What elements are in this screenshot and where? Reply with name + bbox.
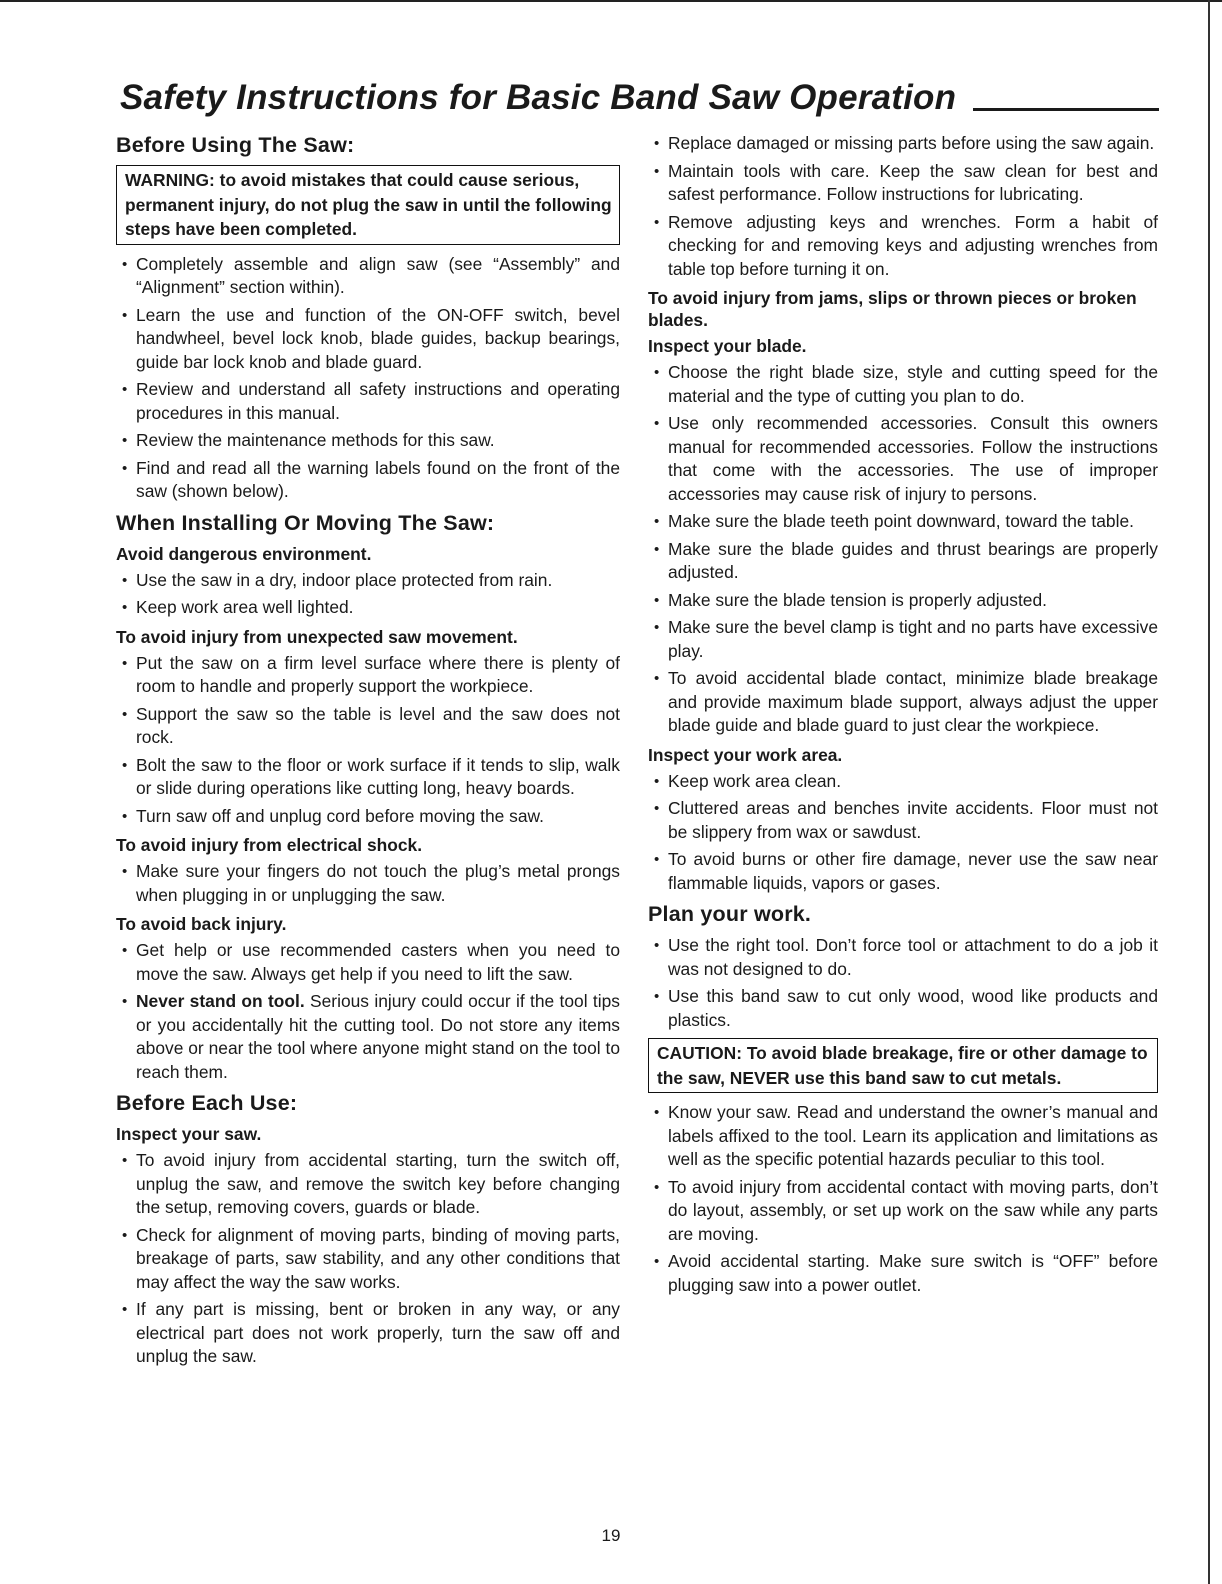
movement-list bbox=[116, 652, 620, 829]
never-stand-text: Serious injury could occur if the tool tips or you accidentally hit the cutting tool. Do not store any items above or near the tool where anyone might stand on the tool to reach them. bbox=[136, 991, 620, 1082]
list-item: • Review and understand all safety instructions and operating procedures in this manual. bbox=[116, 378, 620, 425]
inspect-saw-list bbox=[116, 1149, 620, 1369]
before-using-heading: Before Using The Saw: bbox=[116, 133, 355, 157]
inspect-blade-list bbox=[648, 361, 1158, 738]
list-item: • Make sure the blade guides and thrust bearings are properly adjusted. bbox=[648, 538, 1158, 585]
back-injury-list bbox=[116, 939, 620, 1084]
before-each-use-heading: Before Each Use: bbox=[116, 1091, 298, 1115]
list-item: • Completely assemble and align saw (see “Assembly” and “Alignment” section within). bbox=[116, 253, 620, 300]
movement-subheading: To avoid injury from unexpected saw movement. bbox=[116, 626, 518, 647]
list-item: • Get help or use recommended casters when you need to move the saw. Always get help if you need to lift the saw. bbox=[116, 939, 620, 986]
environment-subheading: Avoid dangerous environment. bbox=[116, 543, 372, 564]
never-stand-item bbox=[116, 990, 620, 1084]
never-stand-lead: Never stand on tool. bbox=[136, 991, 305, 1011]
right-column bbox=[648, 132, 1158, 1303]
inspect-saw-subheading: Inspect your saw. bbox=[116, 1124, 262, 1144]
list-item: • Remove adjusting keys and wrenches. Form a habit of checking for and removing keys and adjusting wrenches from table top before turning it on. bbox=[648, 211, 1158, 282]
list-item: • Make sure your fingers do not touch the plug’s metal prongs when plugging in or unplugging the saw. bbox=[116, 860, 620, 907]
environment-list bbox=[116, 569, 620, 620]
inspect-work-area-subheading: Inspect your work area. bbox=[648, 744, 843, 765]
page-top-border bbox=[0, 0, 1222, 2]
installing-heading: When Installing Or Moving The Saw: bbox=[116, 510, 495, 535]
back-injury-subheading: To avoid back injury. bbox=[116, 914, 287, 934]
list-item: • Know your saw. Read and understand the owner’s manual and labels affixed to the tool. Learn its application and limitations as well as the specific potential hazards peculiar to this tool. bbox=[648, 1101, 1158, 1172]
list-item: • Avoid accidental starting. Make sure switch is “OFF” before plugging saw into a power outlet. bbox=[648, 1250, 1158, 1297]
list-item: • Use the right tool. Don’t force tool or attachment to do a job it was not designed to do. bbox=[648, 934, 1158, 981]
list-item: • Replace damaged or missing parts before using the saw again. bbox=[648, 132, 1158, 156]
list-item: • Support the saw so the table is level and the saw does not rock. bbox=[116, 703, 620, 750]
list-item: • Check for alignment of moving parts, binding of moving parts, breakage of parts, saw stability, and any other conditions that may affect the way the saw works. bbox=[116, 1224, 620, 1295]
list-item: • Keep work area well lighted. bbox=[116, 596, 620, 620]
list-item: • If any part is missing, bent or broken in any way, or any electrical part does not work properly, turn the saw off and unplug the saw. bbox=[116, 1298, 620, 1369]
list-item: • To avoid accidental blade contact, minimize blade breakage and provide maximum blade support, always adjust the upper blade guide and blade guard to just clear the workpiece. bbox=[648, 667, 1158, 738]
list-item: • Put the saw on a firm level surface where there is plenty of room to handle and properly support the workpiece. bbox=[116, 652, 620, 699]
list-item: • Cluttered areas and benches invite accidents. Floor must not be slippery from wax or sawdust. bbox=[648, 797, 1158, 844]
list-item: • To avoid injury from accidental contact with moving parts, don’t do layout, assembly, or set up work on the saw while any parts are moving. bbox=[648, 1176, 1158, 1247]
page-title: Safety Instructions for Basic Band Saw Operation bbox=[120, 78, 957, 117]
list-item: • Bolt the saw to the floor or work surface if it tends to slip, walk or slide during operations like cutting long, heavy boards. bbox=[116, 754, 620, 801]
plan-work-list-continued bbox=[648, 1101, 1158, 1297]
list-item: • To avoid injury from accidental starting, turn the switch off, unplug the saw, and remove the switch key before changing the setup, removing covers, guards or blade. bbox=[116, 1149, 620, 1220]
list-item: • Make sure the bevel clamp is tight and no parts have excessive play. bbox=[648, 616, 1158, 663]
title-rule bbox=[973, 108, 1159, 111]
list-item: • Turn saw off and unplug cord before moving the saw. bbox=[116, 805, 620, 829]
work-area-list bbox=[648, 770, 1158, 896]
page-right-border bbox=[1208, 0, 1210, 1584]
jams-subheading: To avoid injury from jams, slips or thrown pieces or broken blades. bbox=[648, 288, 1137, 330]
electrical-subheading: To avoid injury from electrical shock. bbox=[116, 835, 423, 855]
list-item: • Learn the use and function of the ON-OFF switch, bevel handwheel, bevel lock knob, blade guides, backup bearings, guide bar lock knob and blade guard. bbox=[116, 304, 620, 375]
plan-work-heading: Plan your work. bbox=[648, 902, 812, 926]
list-item: • Use only recommended accessories. Consult this owners manual for recommended accessories. Follow the instructions that come with the accessories. The use of improper accessories may cause risk of injury to persons. bbox=[648, 412, 1158, 506]
electrical-list bbox=[116, 860, 620, 907]
left-column bbox=[116, 132, 620, 1375]
intro-list bbox=[648, 132, 1158, 281]
list-item: • Make sure the blade teeth point downward, toward the table. bbox=[648, 510, 1158, 534]
warning-box: WARNING: to avoid mistakes that could cause serious, permanent injury, do not plug the saw in until the following steps have been completed. bbox=[116, 165, 620, 245]
list-item: • Use this band saw to cut only wood, wood like products and plastics. bbox=[648, 985, 1158, 1032]
list-item: • To avoid burns or other fire damage, never use the saw near flammable liquids, vapors or gases. bbox=[648, 848, 1158, 895]
list-item: • Choose the right blade size, style and cutting speed for the material and the type of cutting you plan to do. bbox=[648, 361, 1158, 408]
plan-work-list bbox=[648, 934, 1158, 1032]
list-item: • Maintain tools with care. Keep the saw clean for best and safest performance. Follow instructions for lubricating. bbox=[648, 160, 1158, 207]
page-number: 19 bbox=[601, 1526, 621, 1545]
caution-box: CAUTION: To avoid blade breakage, fire or other damage to the saw, NEVER use this band saw to cut metals. bbox=[648, 1038, 1158, 1093]
list-item: • Keep work area clean. bbox=[648, 770, 1158, 794]
list-item: • Review the maintenance methods for this saw. bbox=[116, 429, 620, 453]
list-item: • Find and read all the warning labels found on the front of the saw (shown below). bbox=[116, 457, 620, 504]
list-item: • Make sure the blade tension is properly adjusted. bbox=[648, 589, 1158, 613]
list-item: • Use the saw in a dry, indoor place protected from rain. bbox=[116, 569, 620, 593]
inspect-blade-subheading: Inspect your blade. bbox=[648, 336, 807, 356]
before-using-list bbox=[116, 253, 620, 504]
